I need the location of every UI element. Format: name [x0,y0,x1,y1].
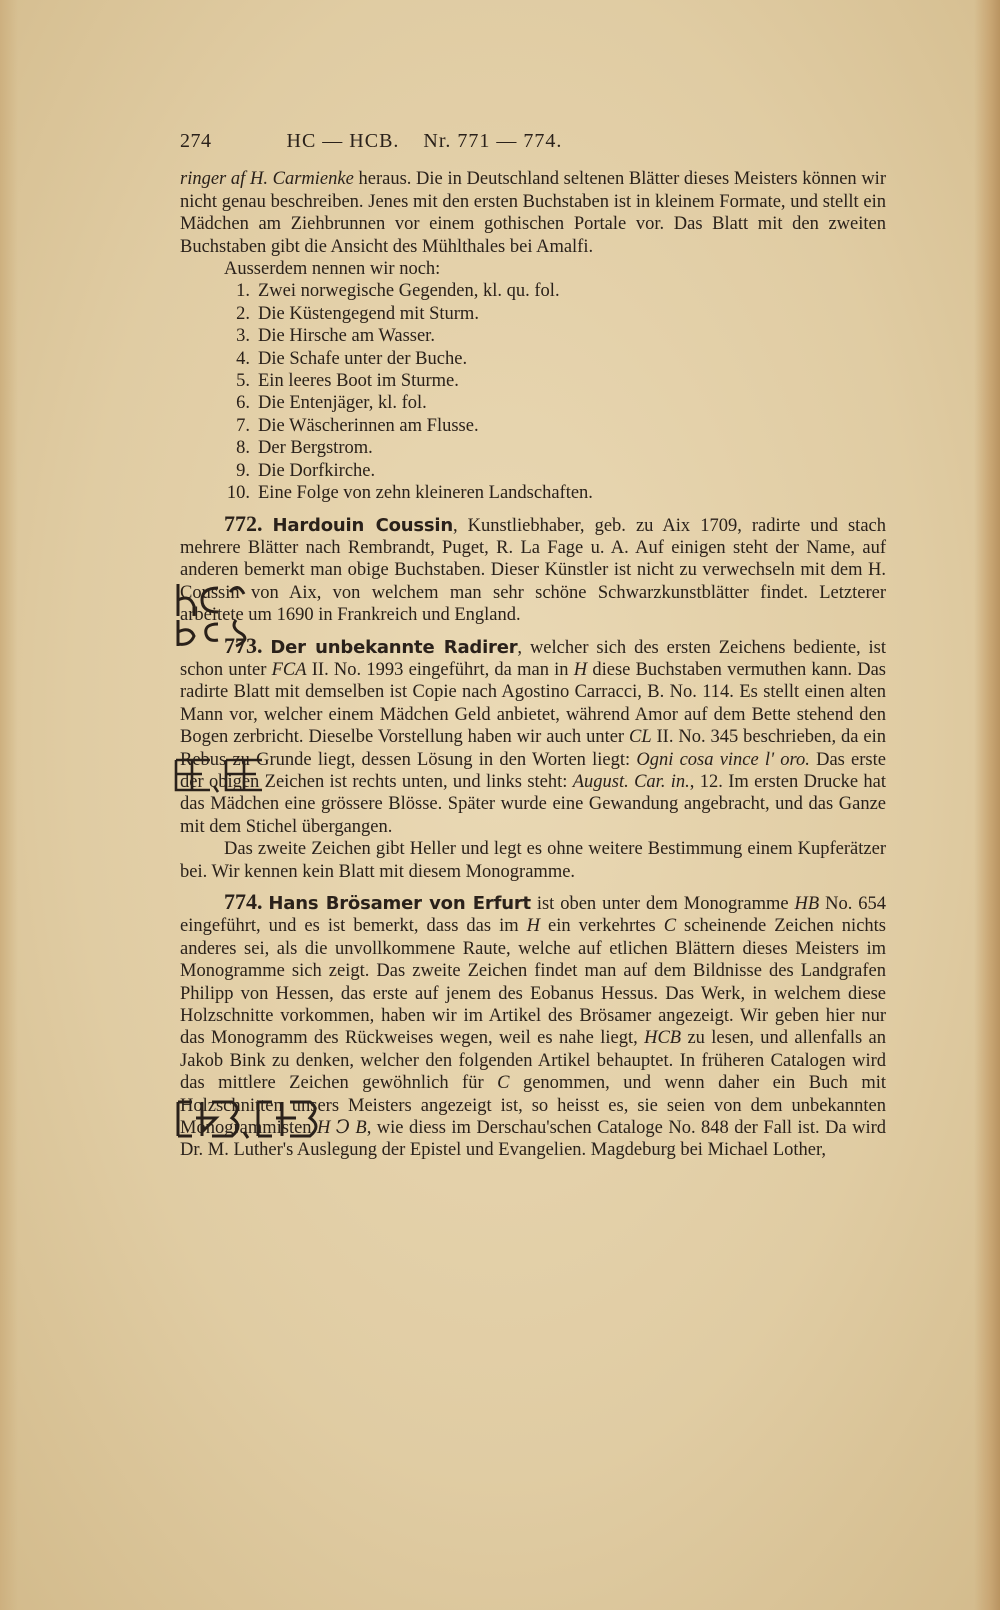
entry-number: 773. [224,632,263,658]
list-item: 5. Ein leeres Boot im Sturme. [236,371,459,392]
header-title: HC — HCB. [286,130,400,152]
entry-772 [180,510,886,627]
entry-text: , Kunstliebhaber, geb. zu Aix 1709, radirte und stach mehrere Blätter nach Rembrandt, Puget, R. La Fage u. A. Auf einigen steht der Name, auf anderen bemerkt man obige Buchstaben. Dieser Künstler ist nicht zu verwechseln mit dem H. Coussin von Aix, von welchem man sehr schöne Schwarzkunstblätter findet. Letzterer arbeitete um 1690 in Frankreich und England. [180,515,886,626]
works-list [224,280,886,504]
intro-text: heraus. Die in Deutschland seltenen Blätter dieses Meisters können wir nicht genau beschreiben. Jenes mit den ersten Buchstaben ist in kleinem Formate, und stellt ein Mädchen am Ziehbrunnen vor einem gothischen Portale vor. Das Blatt mit den zweiten Buchstaben gibt die Ansicht des Mühlthales bei Amalfi. [180,169,886,257]
monogram-773-image [172,754,268,794]
running-header [180,130,886,152]
entry-number: 772. [224,510,263,536]
entry-paragraph: Das zweite Zeichen gibt Heller und legt es ohne weitere Bestimmung einem Kupferätzer bei. Wir kennen kein Blatt mit diesem Monogramme. [180,839,886,882]
list-item: 9. Die Dorfkirche. [236,460,376,481]
entry-773: 773. Der unbekannte Radirer, welcher sich des ersten Zeichens bediente, ist schon unter FCA II. No. 1993 eingeführt, da man in H diese Buchstaben vermuthen kann. Das radirte Blatt mit demselben ist Copie nach Agostino Carracci, B. No. 114. Es stellt einen alten Mann vor, welcher einem Mädchen Geld anbietet, während Amor auf dem Bette stehend den Bogen zerbricht. Dieselbe Vorstellung haben wir auch unter CL II. No. 345 beschrieben, da ein Rebus zu Grunde liegt, dessen Lösung in den Worten liegt: Ogni cosa vince l' oro. Das erste der obigen Zeichen ist rechts unten, und links steht: August. Car. in., 12. Im ersten Drucke hat das Mädchen eine grössere Blösse. Später wurde eine Gewandung angebracht, und das Ganze mit dem Stichel übergangen. Das zweite Zeichen gibt Heller und legt es ohne weitere Bestimmung einem Kupferätzer bei. Wir kennen kein Blatt mit diesem Monogramme. [180,632,887,882]
page-text [180,130,886,1162]
list-item: 10. Eine Folge von zehn kleineren Landschaften. [226,483,593,504]
list-item: 4. Die Schafe unter der Buche. [236,348,468,369]
list-item: 3. Die Hirsche am Wasser. [236,326,435,347]
page-edge-left [0,0,18,1610]
also-heading: Ausserdem nennen wir noch: [224,259,441,280]
monogram-774-image [172,1098,322,1140]
entry-name: Hans Brösamer von Erfurt [268,893,531,914]
list-item: 1. Zwei norwegische Gegenden, kl. qu. fol. [236,281,560,302]
list-item: 8. Der Bergstrom. [236,438,373,459]
list-item: 6. Die Entenjäger, kl. fol. [236,393,427,414]
entry-name: Der unbekannte Radirer [270,636,518,658]
entry-number: 774. [224,889,263,914]
list-item: 7. Die Wäscherinnen am Flusse. [236,415,479,436]
page-edge-right [974,0,1000,1610]
list-item: 2. Die Küstengegend mit Sturm. [236,303,479,324]
header-range: Nr. 771 — 774. [423,130,563,152]
intro-paragraph [180,168,886,258]
page-number: 274 [180,130,212,152]
entry-name: Hardouin Coussin [272,514,453,536]
entry-774: 774. Hans Brösamer von Erfurt ist oben unter dem Monogramme HB No. 654 eingeführt, und es ist bemerkt, dass das im H ein verkehrtes C scheinende Zeichen nichts anderes sei, als die unvollkommene Raute, welche auf etlichen Blättern dieses Meisters im Monogramme sich zeigt. Das zweite Zeichen findet man auf dem Bildnisse des Landgrafen Philipp von Hessen, das erste auf jenem des Eobanus Hessus. Das Werk, in welchem diese Holzschnitte vorkommen, haben wir im Artikel des Brösamer angezeigt. Wir geben hier nur das Monogramm des Rückweises wegen, weil es nahe liegt, HCB zu lesen, und allenfalls an Jakob Bink zu denken, welcher den folgenden Artikel behauptet. In früheren Catalogen wird das mittlere Zeichen gewöhnlich für C genommen, und wenn daher ein Buch mit Holzschnitten unsers Meisters angezeigt ist, so heisst es, sie seien von dem unbekannten Monogrammisten H Ↄ B, wie diess im Derschau'schen Cataloge No. 848 der Fall ist. Da wird Dr. M. Luther's Auslegung der Epistel und Evangelien. Magdeburg bei Michael Lother, [180,889,886,1161]
monogram-772-image [172,580,258,650]
intro-italic: ringer af H. Carmienke [180,169,354,190]
